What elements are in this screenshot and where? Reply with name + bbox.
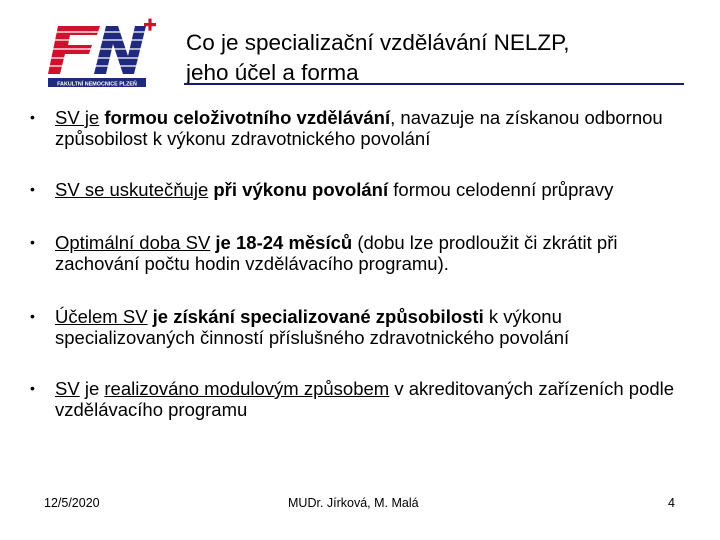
bullet-emphasis: je získání specializované způsobilosti	[147, 306, 484, 327]
footer-date: 12/5/2020	[44, 496, 100, 510]
logo-caption: FAKULTNÍ NEMOCNICE PLZEŇ	[57, 81, 137, 88]
slide-title	[186, 28, 686, 88]
bullet-text: v akreditovaných zařízeních podle vzdělávacího programu	[55, 378, 675, 420]
bullet-connector: je	[79, 378, 105, 399]
title-underline-rule	[184, 83, 684, 85]
bullet-item	[30, 179, 695, 200]
fnplzen-logo-graphic	[44, 18, 164, 92]
bullet-subject: SV je	[55, 107, 100, 128]
bullet-subject: Účelem SV	[55, 306, 148, 327]
bullet-emphasis: formou celoživotního vzdělávání	[99, 107, 391, 128]
bullet-emphasis: při výkonu povolání	[208, 179, 389, 200]
bullet-subject: SV se uskutečňuje	[55, 179, 209, 200]
bullet-marker: •	[30, 234, 35, 250]
bullet-marker: •	[30, 308, 35, 324]
bullet-subject: SV	[55, 378, 80, 399]
footer-page-number: 4	[668, 496, 675, 510]
bullet-list	[30, 107, 695, 420]
bullet-marker: •	[30, 181, 35, 197]
bullet-emphasis: realizováno modulovým způsobem	[104, 378, 390, 399]
bullet-text: formou celodenní průpravy	[388, 179, 614, 200]
bullet-marker: •	[30, 109, 35, 125]
bullet-text: , navazuje na získanou odbornou způsobilost k výkonu zdravotnického povolání	[55, 107, 663, 149]
fnplzen-logo	[44, 18, 164, 92]
bullet-subject: Optimální doba SV	[55, 232, 211, 253]
title-line-2: jeho účel a forma	[186, 60, 359, 85]
bullet-marker: •	[30, 380, 35, 396]
bullet-emphasis: je 18-24 měsíců	[210, 232, 353, 253]
bullet-text: (dobu lze prodloužit či zkrátit při zachování počtu hodin vzdělávacího programu).	[55, 232, 618, 274]
title-line-1: Co je specializační vzdělávání NELZP,	[186, 30, 570, 55]
footer-author: MUDr. Jírková, M. Malá	[288, 496, 419, 510]
bullet-item	[30, 378, 695, 420]
bullet-text: k výkonu specializovaných činností příslušného zdravotnického povolání	[55, 306, 570, 348]
bullet-item	[30, 107, 695, 149]
bullet-item	[30, 306, 695, 348]
bullet-item	[30, 232, 695, 274]
